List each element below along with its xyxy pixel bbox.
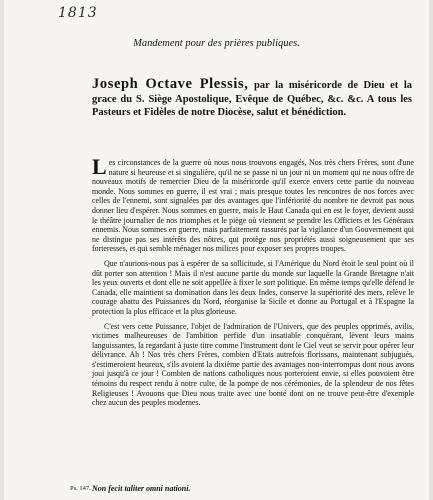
issuer-title: par la miséricorde de Dieu et la grace du S. Siège Apostolique, Evêque de Québec, &c. &c. A tous les Pasteurs et Fidèles de notre Diocèse, salut et bénédiction. [92,80,412,118]
handwritten-note: 1813 [58,5,98,21]
margin-reference: Ps. 147. [70,485,91,492]
page-edge-right [429,0,433,500]
closing-quote: Non fecit taliter omni nationi. [92,484,191,493]
document-body [92,154,414,413]
issuer-name: Joseph Octave Plessis, [92,76,249,92]
paragraph-1 [92,154,414,254]
paragraph-2: Que n'aurions-nous pas à espérer de sa sollicitude, si l'Amérique du Nord étoit le seul point où il dût porter son attention ! Mais il n'est aucune partie du monde sur laquelle la Grande Bretagne n'ait les yeux ouverts et dont elle ne soit appellée à fixer le sort politique. En même temps qu'elle défend le Canada, elle maintient sa domination dans les deux Indes, conserve la supériorité des mers, relève le courage abattu des Puissances du Nord, réorganise la Sicile et donne au Portugal et à l'Espagne la protection la plus efficace et la plus glorieuse. [92,258,414,316]
document-heading: Mandement pour des prières publiques. [133,38,300,49]
page-edge-left [0,0,4,500]
drop-cap: L [92,154,107,179]
paragraph-3: C'est vers cette Puissance, l'objet de l'admiration de l'Univers, que des peuples opprimés, avilis, victimes malheureuses de l'ambition perfide d'un insatiable conquérant, lèvent leurs mains languissantes, la regardant à juste titre comme l'instrument dont le Ciel veut se servir pour opérer leur délivrance. Ah ! Nos très chers Frères, combien d'Etats autrefois florissans, maintenant subjugués, s'estimeroient heureux, s'ils avoient la dixième partie des avantages non-interrompus dont nous avons joui jusqu'à ce jour ! Combien de nations catholiques nous porteroient envie, si elles pouvoient être témoins du respect rendu à notre culte, de la pompe de nos cérémonies, de la splendeur de nos fêtes Religieuses ! Avouons que Dieu nous traite avec une bonté dont on ne trouve peut-être d'exemple chez aucun des peuples modernes. [92,321,414,408]
issuer-block [92,78,412,120]
paragraph-1-text: es circonstances de la guerre où nous nous trouvons engagés, Nos très chers Frères, sont d'une nature si heureuse et si singulière, qu'il ne se passe ni un jour ni un moment qui ne nous offre de nouveaux motifs de remercier Dieu de la miséricorde qu'il exerce envers cette partie du nouveau monde. Nous sommes en guerre, il est vrai ; mais presque toutes les rencontres de nos forces avec celles de l'ennemi, sont signalées par des avantages que l'infériorité du nombre ne devroit pas nous donner lieu d'espérer. Nous sommes en guerre, mais le Haut Canada qui en est le foyer, devient aussi le théâtre journalier de nos triomphes et le piège où viennent se prendre les Officiers et les Généraux ennemis. Nous sommes en guerre, mais parfaitement rassurés par la vigilance d'un Gouvernement qui ne distingue pas ses intérêts des nôtres, qui protège nos propriétés aussi soigneusement que ses forteresses, et qui semble ménager nos milices pour exposer ses propres troupes. [92,158,414,254]
